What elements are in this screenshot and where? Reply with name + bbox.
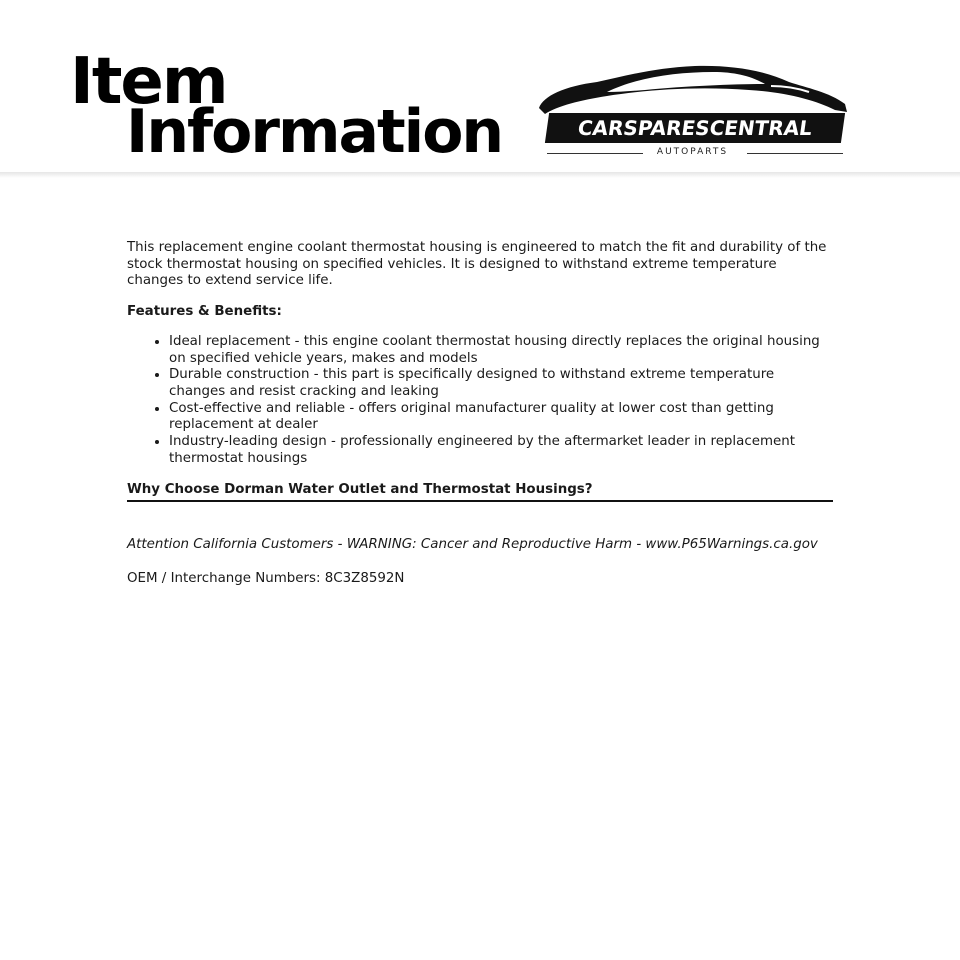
intro-paragraph: This replacement engine coolant thermostat housing is engineered to match the fit and durability of the stock thermostat housing on specified vehicles. It is designed to withstand extreme temperature changes to extend service life.: [127, 240, 827, 289]
logo-divider-right: [747, 153, 843, 154]
features-heading: Features & Benefits:: [127, 304, 282, 320]
logo-subtext: AUTOPARTS: [656, 147, 729, 157]
list-item: • Durable construction - this part is specifically designed to withstand extreme temperature changes and resist cracking and leaking: [169, 367, 833, 400]
list-item: • Cost-effective and reliable - offers original manufacturer quality at lower cost than getting replacement at dealer: [169, 401, 833, 434]
list-item: • Ideal replacement - this engine coolant thermostat housing directly replaces the original housing on specified vehicle years, makes and models: [169, 334, 833, 367]
logo-brand-text: CARSPARESCENTRAL: [545, 113, 845, 143]
item-description: [127, 240, 833, 588]
title-line-item: Item: [70, 45, 227, 119]
page-header: [0, 0, 960, 176]
why-choose-heading: Why Choose Dorman Water Outlet and Thermostat Housings?: [127, 482, 833, 502]
benefits-list: [127, 334, 833, 468]
prop65-warning: Attention California Customers - WARNING: Cancer and Reproductive Harm - www.P65Warnings.ca.gov: [127, 537, 818, 553]
list-item: • Industry-leading design - professionally engineered by the aftermarket leader in replacement thermostat housings: [169, 434, 833, 467]
oem-numbers: OEM / Interchange Numbers: 8C3Z8592N: [127, 570, 405, 586]
carsparescentral-logo: [535, 62, 850, 162]
title-line-information: Information: [126, 97, 503, 167]
header-divider: [0, 172, 960, 178]
